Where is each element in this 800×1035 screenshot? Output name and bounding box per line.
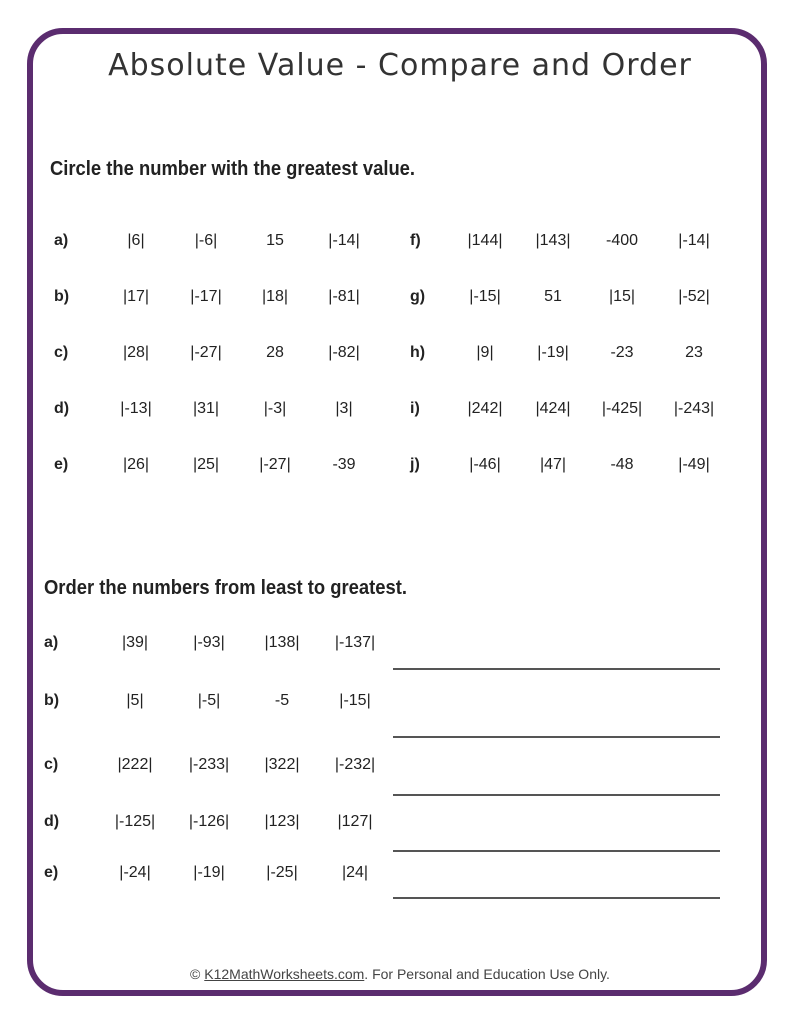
problem-label: c) [54,344,69,361]
problem-label: a) [54,232,69,249]
number-option[interactable]: |47| [539,456,567,473]
problem-label: h) [410,344,426,361]
number-option[interactable]: |15| [608,288,636,305]
answer-line[interactable] [393,897,720,899]
number-option[interactable]: -23 [610,344,634,361]
number-item: |322| [264,756,300,773]
number-option[interactable]: -400 [605,232,639,249]
number-option[interactable]: |143| [535,232,571,249]
number-item: |-5| [197,692,221,709]
number-option[interactable]: |9| [476,344,494,361]
number-option[interactable]: |31| [192,400,220,417]
number-item: |39| [121,634,149,651]
number-option[interactable]: |6| [127,232,145,249]
number-item: |222| [117,756,153,773]
number-item: |-125| [114,813,156,830]
compare-row [0,456,800,482]
number-item: |123| [264,813,300,830]
number-item: |-233| [188,756,230,773]
problem-label: g) [410,288,426,305]
footer-suffix: . For Personal and Education Use Only. [364,966,610,982]
number-option[interactable]: |-81| [328,288,360,305]
problem-label: b) [54,288,70,305]
number-item: |24| [341,864,369,881]
number-item: |-137| [334,634,376,651]
number-item: |-15| [339,692,371,709]
number-option[interactable]: |-15| [469,288,501,305]
number-option[interactable]: |3| [335,400,353,417]
number-option[interactable]: |25| [192,456,220,473]
number-item: |-126| [188,813,230,830]
number-option[interactable]: 15 [266,232,284,249]
number-option[interactable]: -39 [332,456,356,473]
number-option[interactable]: |-13| [120,400,152,417]
number-option[interactable]: |144| [467,232,503,249]
answer-line[interactable] [393,668,720,670]
footer [0,966,800,982]
number-option[interactable]: |18| [261,288,289,305]
number-option[interactable]: |-3| [263,400,287,417]
compare-row [0,288,800,314]
problem-label: e) [44,864,59,881]
footer-prefix: © [190,966,205,982]
answer-line[interactable] [393,736,720,738]
number-option[interactable]: |-49| [678,456,710,473]
number-option[interactable]: |26| [122,456,150,473]
number-item: |-19| [193,864,225,881]
order-row [0,692,800,718]
number-option[interactable]: |-14| [328,232,360,249]
number-option[interactable]: |424| [535,400,571,417]
problem-label: f) [410,232,421,249]
page-title: Absolute Value - Compare and Order [108,48,692,83]
answer-line[interactable] [393,794,720,796]
number-item: |-24| [119,864,151,881]
order-row [0,634,800,660]
problem-label: a) [44,634,59,651]
number-option[interactable]: |-6| [194,232,218,249]
number-item: |-25| [266,864,298,881]
order-row [0,813,800,839]
number-option[interactable]: |-52| [678,288,710,305]
number-item: |5| [126,692,144,709]
compare-row [0,400,800,426]
number-option[interactable]: |17| [122,288,150,305]
problem-label: c) [44,756,59,773]
number-option[interactable]: |-46| [469,456,501,473]
number-item: -5 [274,692,290,709]
number-option[interactable]: |-27| [259,456,291,473]
answer-line[interactable] [393,850,720,852]
number-option[interactable]: |-17| [190,288,222,305]
problem-label: j) [410,456,420,473]
number-item: |-232| [334,756,376,773]
number-option[interactable]: |-19| [537,344,569,361]
number-option[interactable]: |-425| [601,400,643,417]
problem-label: i) [410,400,420,417]
number-option[interactable]: |-243| [673,400,715,417]
number-option[interactable]: |-27| [190,344,222,361]
number-option[interactable]: |242| [467,400,503,417]
problem-label: d) [44,813,60,830]
problem-label: d) [54,400,70,417]
problem-label: e) [54,456,69,473]
order-row [0,756,800,782]
compare-row [0,232,800,258]
number-option[interactable]: |-14| [678,232,710,249]
number-option[interactable]: 51 [544,288,562,305]
number-option[interactable]: 28 [266,344,284,361]
section1-heading: Circle the number with the greatest value. [50,158,416,180]
footer-link[interactable]: K12MathWorksheets.com [204,966,365,982]
number-option[interactable]: 23 [685,344,703,361]
order-row [0,864,800,890]
compare-row [0,344,800,370]
number-item: |-93| [193,634,225,651]
number-option[interactable]: |-82| [328,344,360,361]
number-item: |138| [264,634,300,651]
problem-label: b) [44,692,60,709]
number-item: |127| [337,813,373,830]
number-option[interactable]: |28| [122,344,150,361]
section2-heading: Order the numbers from least to greatest. [44,577,407,599]
number-option[interactable]: -48 [610,456,634,473]
